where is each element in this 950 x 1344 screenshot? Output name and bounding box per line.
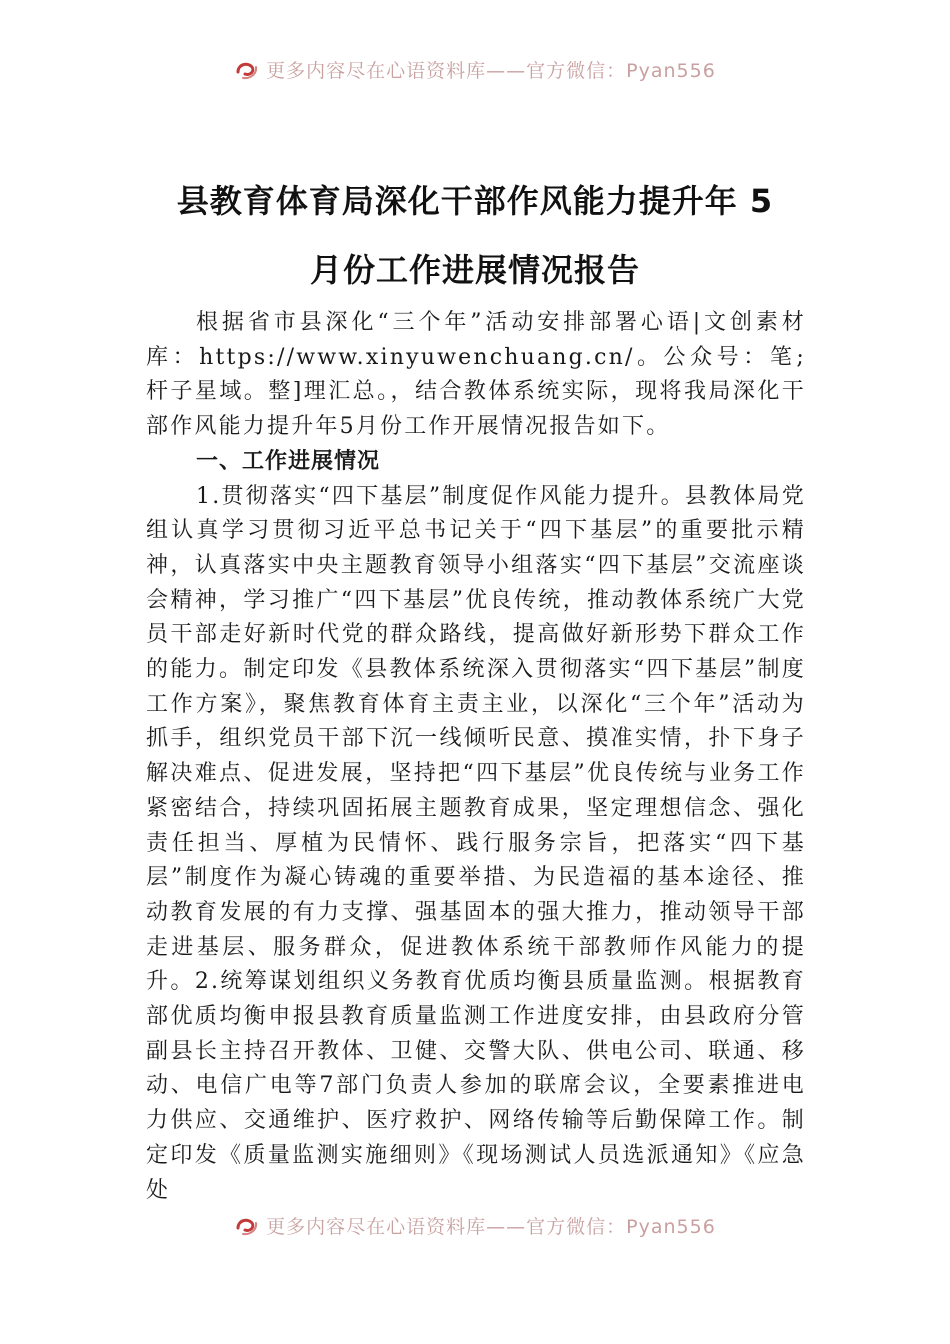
document-body	[146, 306, 806, 1208]
swirl-logo-icon	[234, 1214, 260, 1236]
section-heading: 一、工作进展情况	[196, 448, 381, 474]
document-title-line-1: 县教育体育局深化干部作风能力提升年 5	[176, 182, 774, 220]
swirl-logo-icon	[234, 58, 260, 80]
intro-paragraph: 根据省市县深化“三个年”活动安排部署心语|文创素材库：https://www.xinyuwenchuang.cn/。公众号：笔;杆子星域。整]理汇总。，结合教体系统实际，现将我局深化干部作风能力提升年5月份工作开展情况报告如下。	[146, 310, 806, 440]
watermark-text: 更多内容尽在心语资料库——官方微信：Pyan556	[266, 1215, 716, 1238]
body-paragraph: 1.贯彻落实“四下基层”制度促作风能力提升。县教体局党组认真学习贯彻习近平总书记关于“四下基层”的重要批示精神，认真落实中央主题教育领导小组落实“四下基层”交流座谈会精神，学习推广“四下基层”优良传统，推动教体系统广大党员干部走好新时代党的群众路线，提高做好新形势下群众工作的能力。制定印发《县教体系统深入贯彻落实“四下基层”制度工作方案》，聚焦教育体育主责主业，以深化“三个年”活动为抓手，组织党员干部下沉一线倾听民意、摸准实情，扑下身子解决难点、促进发展，坚持把“四下基层”优良传统与业务工作紧密结合，持续巩固拓展主题教育成果，坚定理想信念、强化责任担当、厚植为民情怀、践行服务宗旨，把落实“四下基层”制度作为凝心铸魂的重要举措、为民造福的基本途径、推动教育发展的有力支撑、强基固本的强大推力，推动领导干部走进基层、服务群众，促进教体系统干部教师作风能力的提升。2.统筹谋划组织义务教育优质均衡县质量监测。根据教育部优质均衡申报县教育质量监测工作进度安排，由县政府分管副县长主持召开教体、卫健、交警大队、供电公司、联通、移动、电信广电等7部门负责人参加的联席会议，全要素推进电力供应、交通维护、医疗救护、网络传输等后勤保障工作。制定印发《质量监测实施细则》《现场测试人员选派通知》《应急处	[146, 483, 806, 1203]
footer-watermark	[0, 1210, 950, 1240]
watermark-text: 更多内容尽在心语资料库——官方微信：Pyan556	[266, 59, 716, 82]
document-title-line-2: 月份工作进展情况报告	[309, 251, 640, 289]
header-watermark	[0, 54, 950, 84]
